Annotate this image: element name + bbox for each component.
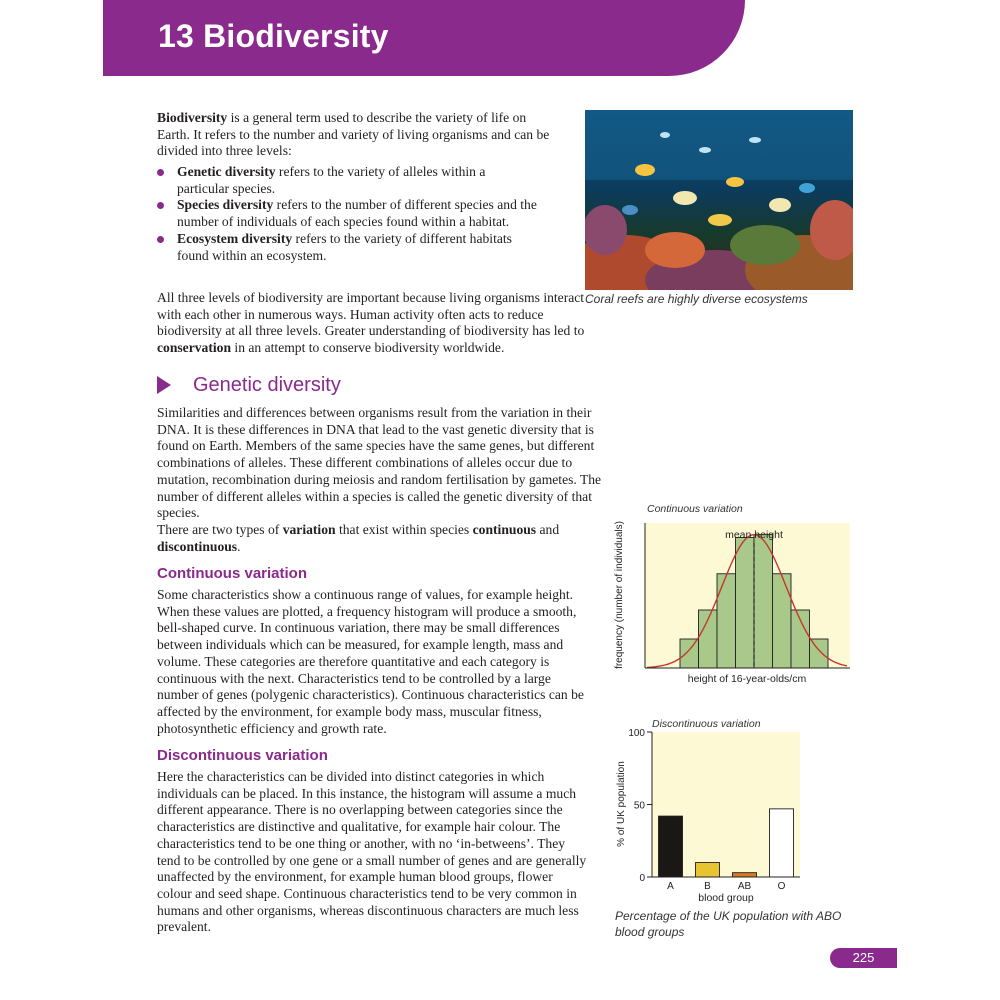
level-text: refers to the number of different species and the number of individuals of each species found within a habitat.: [177, 197, 537, 230]
summary-text-end: in an attempt to conserve biodiversity worldwide.: [231, 340, 505, 356]
types-term-variation: variation: [282, 521, 336, 537]
types-text-g: .: [237, 538, 241, 554]
histogram-bar: [680, 639, 699, 668]
figure-caption: Percentage of the UK population with ABO blood groups: [615, 909, 842, 939]
page-number: 225: [830, 948, 897, 968]
histogram-bar: [754, 535, 773, 668]
genetic-paragraph: [157, 405, 627, 555]
summary-text: All three levels of biodiversity are important because living organisms interact with each other in numerous ways. Human activity often acts to reduce biodiversity at all three levels. Greater understanding of biodiversity has led to: [157, 290, 585, 339]
section-heading: [157, 371, 341, 399]
types-text-a: There are two types of: [157, 521, 283, 537]
x-axis-label: blood group: [698, 892, 754, 904]
y-axis-label: frequency (number of individuals): [614, 521, 625, 669]
types-term-discontinuous: discontinuous: [157, 538, 238, 554]
level-text: refers to the variety of different habitats found within an ecosystem.: [177, 230, 512, 263]
types-text-e: and: [536, 521, 560, 537]
list-item: [157, 231, 537, 264]
chart-title: Discontinuous variation: [652, 718, 761, 730]
section-heading-text: Genetic diversity: [193, 373, 341, 396]
x-tick-label: O: [777, 881, 786, 892]
types-term-continuous: continuous: [472, 521, 537, 537]
histogram-bar: [717, 574, 736, 668]
histogram-bar: [810, 639, 829, 668]
x-axis-label: height of 16-year-olds/cm: [687, 673, 807, 685]
y-tick-label: 0: [639, 873, 645, 884]
level-text: refers to the variety of alleles within a particular species.: [177, 164, 486, 196]
bullet-icon: [157, 169, 164, 176]
bullet-icon: [157, 236, 164, 243]
discontinuous-paragraph: Here the characteristics can be divided into distinct categories in which individuals can be placed. In this instance, the histogram will assume a much different appearance. There is no overlapping between categories since the characteristics are distinctive and qualitative, for example hair colour. The characteristics tend to be one thing or another, with no ‘in-betweens’. They tend to be controlled by one gene or a small number of genes and are generally unaffected by the environment, for example human blood groups, flower colour and seed shape. Continuous characteristics tend to be very common in humans and other organisms, whereas discontinuous characters are much less prevalent.: [157, 769, 587, 935]
mean-height-annotation: mean height: [725, 529, 783, 541]
list-item: [157, 197, 537, 230]
levels-summary-paragraph: [157, 290, 589, 357]
bar-b: [696, 863, 720, 878]
bar-ab: [733, 873, 757, 877]
triangle-marker-icon: [157, 376, 171, 394]
intro-term: Biodiversity: [157, 110, 228, 125]
chapter-banner: [103, 0, 745, 76]
continuous-variation-chart: [605, 498, 860, 693]
bar-a: [659, 816, 683, 877]
list-item: [157, 164, 537, 197]
continuous-paragraph: Some characteristics show a continuous range of values, for example height. When these values are plotted, a frequency histogram will produce a smooth, bell-shaped curve. In continuous variation, there may be small differences between individuals which can be measured, for example length, mass and volume. These categories are therefore quantitative and each category is continuous with the next. Characteristics tend to be controlled by a large number of genes (polygenic characteristics). Continuous characteristics can be affected by the environment, for example body mass, muscular fitness, photosynthetic efficiency and growth rate.: [157, 587, 584, 736]
histogram-bar: [736, 538, 755, 669]
chapter-title: 13 Biodiversity: [158, 18, 389, 54]
intro-text: is a general term used to describe the variety of life on Earth. It refers to the number and variety of living organisms and can be divided into three levels:: [157, 110, 550, 159]
intro-paragraph: [157, 110, 557, 160]
y-tick-label: 50: [633, 800, 645, 812]
continuous-heading: Continuous variation: [157, 565, 307, 582]
y-tick-label: 100: [628, 728, 645, 739]
histogram-bar: [773, 574, 792, 668]
y-axis-label: % of UK population: [616, 761, 627, 847]
x-tick-label: AB: [737, 881, 752, 892]
types-text-c: that exist within species: [335, 521, 473, 537]
coral-reef-photo: [585, 110, 853, 290]
photo-caption: Coral reefs are highly diverse ecosystems: [585, 292, 808, 306]
discontinuous-heading: Discontinuous variation: [157, 747, 328, 764]
x-tick-label: A: [667, 881, 674, 892]
level-term: Genetic diversity: [177, 164, 276, 179]
bar-o: [770, 809, 794, 877]
genetic-text: Similarities and differences between organisms result from the variation in their DNA. It is these differences in DNA that lead to the vast genetic diversity that is found on Earth. Members of the same species have the same genes, but different combinations of alleles. These different combinations of alleles occur due to mutation, recombination during meiosis and random fertilisation by gametes. The number of different alleles within a species is called the genetic diversity of that species.: [157, 405, 602, 521]
coral-reef-illustration: [585, 110, 853, 290]
diversity-levels-list: [157, 164, 537, 264]
discontinuous-variation-chart: [605, 712, 850, 910]
x-tick-label: B: [704, 881, 711, 892]
bullet-icon: [157, 202, 164, 209]
chart-title: Continuous variation: [647, 503, 743, 515]
level-term: Ecosystem diversity: [177, 230, 293, 246]
level-term: Species diversity: [177, 197, 274, 213]
summary-term: conservation: [157, 340, 232, 356]
